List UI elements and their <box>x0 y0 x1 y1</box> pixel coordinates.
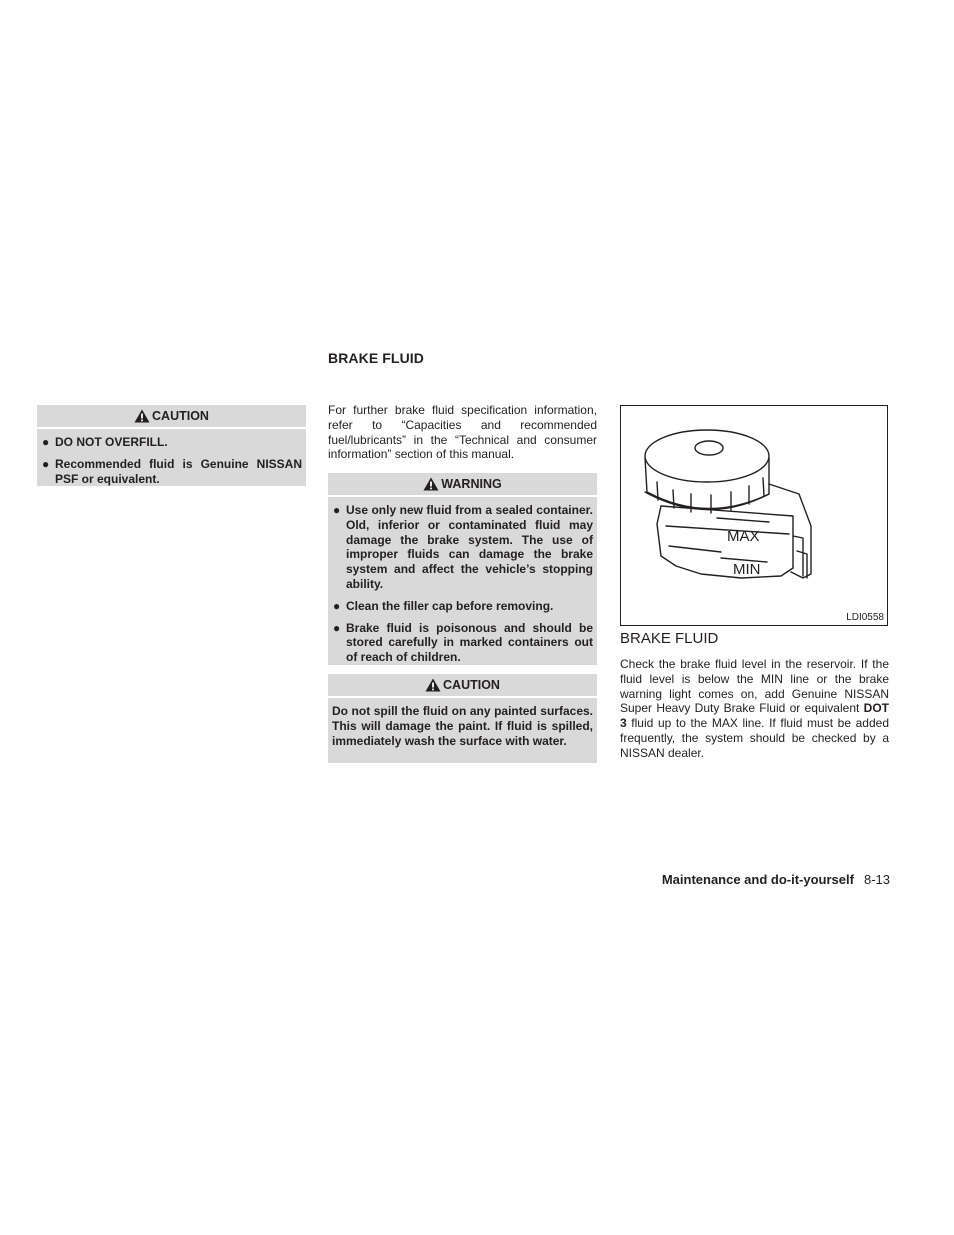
warning-list <box>332 503 593 665</box>
caution-body <box>328 698 597 754</box>
caution-box-middle <box>328 674 597 763</box>
warning-header <box>328 473 597 497</box>
max-label: MAX <box>727 528 760 545</box>
warning-box <box>328 473 597 665</box>
figure-id: LDI0558 <box>846 612 884 623</box>
bullet-icon: ● <box>333 503 341 517</box>
right-text-part2: fluid up to the MAX line. If fluid must be added frequently, the system should be checked by a NISSAN dealer. <box>620 716 889 760</box>
right-text-part1: Check the brake fluid level in the reservoir. If the fluid level is below the MIN line or the brake warning light comes on, add Genuine NISSAN Super Heavy Duty Brake Fluid or equivalent <box>620 657 889 716</box>
right-paragraph <box>620 657 889 761</box>
min-label: MIN <box>733 561 761 578</box>
caution-header <box>37 405 306 429</box>
warning-triangle-icon <box>423 477 439 491</box>
caution-heading: CAUTION <box>443 678 500 692</box>
list-item: ● Use only new fluid from a sealed container. Old, inferior or contaminated fluid may damage the brake system. The use of improper fluids can damage the brake system and affect the vehicle’s stopping ability. <box>333 503 593 591</box>
section-title: BRAKE FLUID <box>328 350 424 366</box>
bullet-icon: ● <box>42 435 50 449</box>
footer-title: Maintenance and do-it-yourself <box>661 872 854 887</box>
warning-triangle-icon <box>134 409 150 423</box>
caution-heading: CAUTION <box>152 409 209 423</box>
figure-caption: BRAKE FLUID <box>620 630 719 647</box>
caution-header <box>328 674 597 698</box>
intro-paragraph: For further brake fluid specification information, refer to “Capacities and recommended fuel/lubricants” in the “Technical and consumer information” section of this manual. <box>328 403 597 462</box>
caution-body <box>37 429 306 492</box>
caution-box-left <box>37 405 306 486</box>
list-item: ● Brake fluid is poisonous and should be stored carefully in marked containers out of reach of children. <box>333 620 593 665</box>
bullet-icon: ● <box>42 456 50 471</box>
right-text-bold: DOT 3 <box>620 701 889 731</box>
caution-list <box>41 435 302 486</box>
bullet-icon: ● <box>333 598 341 613</box>
warning-heading: WARNING <box>441 477 502 491</box>
list-item: ● DO NOT OVERFILL. <box>42 435 168 449</box>
page-number: 8-13 <box>863 872 890 887</box>
page-footer <box>610 872 890 887</box>
list-item: ● Recommended fluid is Genuine NISSAN PSF or equivalent. <box>42 456 302 486</box>
bullet-icon: ● <box>333 620 341 635</box>
reservoir-figure <box>620 405 888 626</box>
warning-body <box>328 497 597 671</box>
caution-text: Do not spill the fluid on any painted surfaces. This will damage the paint. If fluid is spilled, immediately wash the surface with water. <box>332 704 593 748</box>
list-item: ● Clean the filler cap before removing. <box>333 598 554 613</box>
brake-reservoir-illustration <box>621 406 887 625</box>
warning-triangle-icon <box>425 678 441 692</box>
